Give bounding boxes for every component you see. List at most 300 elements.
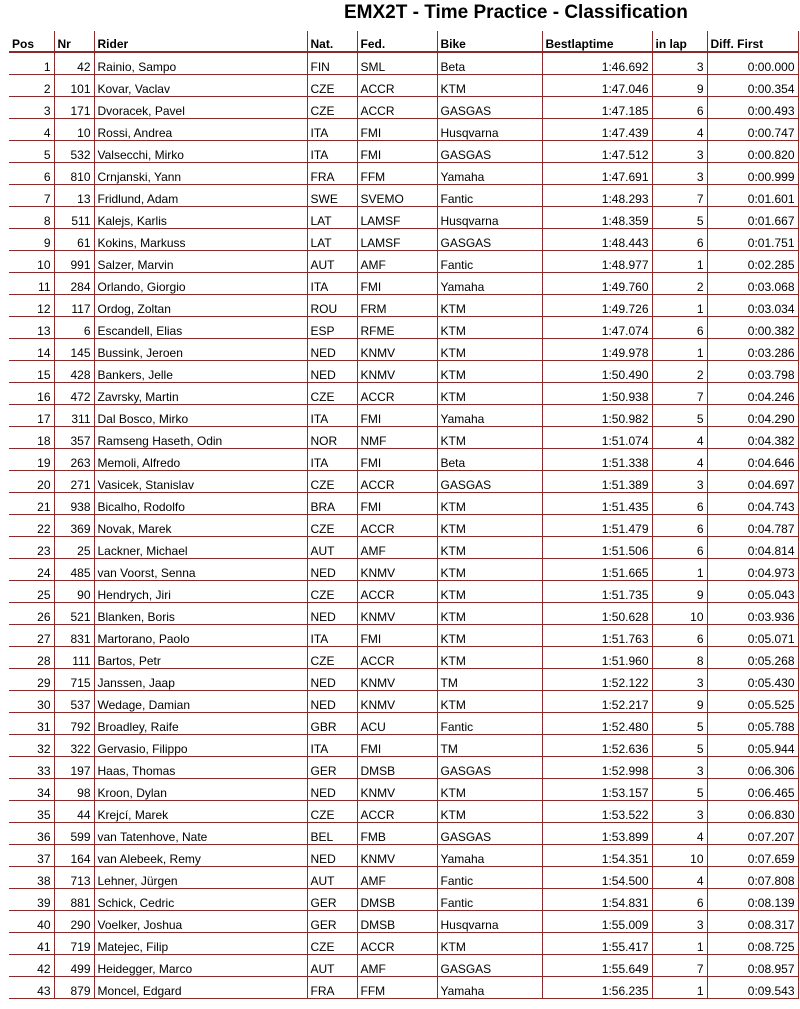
cell-nat: ITA [307,405,357,427]
cell-fed: LAMSF [357,229,437,251]
cell-fed: SML [357,52,437,75]
cell-bike: Husqvarna [437,911,542,933]
column-header-diff-first: Diff. First [707,31,798,52]
cell-fed: ACCR [357,97,437,119]
cell-fed: ACCR [357,933,437,955]
cell-nr: 271 [54,471,94,493]
cell-diff-first: 0:04.290 [707,405,798,427]
cell-in-lap: 3 [652,163,707,185]
cell-bestlaptime: 1:47.512 [542,141,652,163]
cell-diff-first: 0:05.430 [707,669,798,691]
cell-diff-first: 0:05.043 [707,581,798,603]
table-row [9,867,798,889]
cell-in-lap: 1 [652,251,707,273]
column-header-bestlaptime: Bestlaptime [542,31,652,52]
cell-pos: 13 [9,317,54,339]
table-row [9,955,798,977]
table-row [9,52,798,75]
cell-nr: 521 [54,603,94,625]
table-row [9,537,798,559]
cell-in-lap: 6 [652,97,707,119]
cell-pos: 16 [9,383,54,405]
cell-pos: 19 [9,449,54,471]
table-row [9,427,798,449]
table-row [9,317,798,339]
cell-bike: Yamaha [437,405,542,427]
table-row [9,141,798,163]
cell-bestlaptime: 1:53.899 [542,823,652,845]
cell-diff-first: 0:03.068 [707,273,798,295]
cell-fed: FMI [357,141,437,163]
cell-diff-first: 0:07.207 [707,823,798,845]
cell-bike: Fantic [437,889,542,911]
cell-diff-first: 0:03.798 [707,361,798,383]
cell-in-lap: 7 [652,955,707,977]
cell-fed: SVEMO [357,185,437,207]
cell-nat: AUT [307,537,357,559]
cell-bestlaptime: 1:51.479 [542,515,652,537]
table-header-row [9,31,798,52]
cell-bike: Husqvarna [437,207,542,229]
cell-diff-first: 0:01.601 [707,185,798,207]
cell-nr: 263 [54,449,94,471]
cell-rider: Schick, Cedric [94,889,307,911]
cell-nat: GBR [307,713,357,735]
cell-fed: ACCR [357,75,437,97]
cell-diff-first: 0:01.751 [707,229,798,251]
cell-rider: Kokins, Markuss [94,229,307,251]
cell-nat: GER [307,889,357,911]
cell-pos: 14 [9,339,54,361]
cell-in-lap: 1 [652,339,707,361]
cell-diff-first: 0:04.743 [707,493,798,515]
cell-diff-first: 0:07.659 [707,845,798,867]
cell-fed: KNMV [357,339,437,361]
cell-rider: Kalejs, Karlis [94,207,307,229]
cell-rider: Orlando, Giorgio [94,273,307,295]
cell-pos: 35 [9,801,54,823]
cell-diff-first: 0:05.071 [707,625,798,647]
cell-bike: KTM [437,647,542,669]
cell-rider: Ramseng Haseth, Odin [94,427,307,449]
cell-bestlaptime: 1:55.649 [542,955,652,977]
cell-rider: Gervasio, Filippo [94,735,307,757]
cell-bike: KTM [437,801,542,823]
cell-nr: 715 [54,669,94,691]
cell-rider: Ordog, Zoltan [94,295,307,317]
cell-in-lap: 7 [652,383,707,405]
cell-fed: KNMV [357,779,437,801]
cell-rider: Kroon, Dylan [94,779,307,801]
cell-diff-first: 0:03.286 [707,339,798,361]
table-row [9,405,798,427]
cell-bike: Yamaha [437,845,542,867]
cell-bike: TM [437,735,542,757]
cell-bestlaptime: 1:54.831 [542,889,652,911]
cell-bike: KTM [437,581,542,603]
cell-rider: Broadley, Raife [94,713,307,735]
cell-diff-first: 0:05.268 [707,647,798,669]
cell-diff-first: 0:09.543 [707,977,798,999]
cell-bike: Husqvarna [437,119,542,141]
cell-bike: GASGAS [437,823,542,845]
cell-pos: 18 [9,427,54,449]
cell-nat: ITA [307,273,357,295]
cell-rider: Janssen, Jaap [94,669,307,691]
cell-fed: AMF [357,867,437,889]
cell-diff-first: 0:00.820 [707,141,798,163]
page-title: EMX2T - Time Practice - Classification [344,2,688,23]
cell-rider: Bankers, Jelle [94,361,307,383]
column-header-pos: Pos [9,31,54,52]
cell-nat: CZE [307,97,357,119]
cell-nat: ROU [307,295,357,317]
cell-bestlaptime: 1:47.074 [542,317,652,339]
cell-nr: 881 [54,889,94,911]
table-row [9,471,798,493]
cell-in-lap: 9 [652,581,707,603]
cell-in-lap: 6 [652,317,707,339]
cell-rider: Heidegger, Marco [94,955,307,977]
cell-diff-first: 0:04.646 [707,449,798,471]
cell-fed: DMSB [357,889,437,911]
table-row [9,735,798,757]
cell-nat: GER [307,757,357,779]
cell-bestlaptime: 1:51.735 [542,581,652,603]
cell-in-lap: 4 [652,449,707,471]
cell-in-lap: 6 [652,229,707,251]
cell-rider: Bicalho, Rodolfo [94,493,307,515]
table-row [9,669,798,691]
cell-bike: KTM [437,493,542,515]
classification-table [9,31,799,999]
cell-pos: 5 [9,141,54,163]
cell-pos: 7 [9,185,54,207]
cell-rider: Novak, Marek [94,515,307,537]
cell-nr: 111 [54,647,94,669]
cell-pos: 30 [9,691,54,713]
cell-diff-first: 0:06.306 [707,757,798,779]
cell-nat: ESP [307,317,357,339]
cell-fed: KNMV [357,361,437,383]
cell-nat: NED [307,339,357,361]
cell-nr: 197 [54,757,94,779]
cell-nat: NOR [307,427,357,449]
cell-pos: 33 [9,757,54,779]
cell-diff-first: 0:04.697 [707,471,798,493]
cell-nr: 164 [54,845,94,867]
cell-fed: FMI [357,625,437,647]
cell-pos: 27 [9,625,54,647]
cell-fed: FRM [357,295,437,317]
cell-diff-first: 0:08.317 [707,911,798,933]
cell-nr: 101 [54,75,94,97]
cell-nr: 485 [54,559,94,581]
cell-bestlaptime: 1:47.046 [542,75,652,97]
cell-bestlaptime: 1:50.628 [542,603,652,625]
column-header-nat: Nat. [307,31,357,52]
cell-bike: KTM [437,427,542,449]
table-row [9,889,798,911]
cell-nat: BEL [307,823,357,845]
cell-nr: 428 [54,361,94,383]
cell-bike: KTM [437,317,542,339]
cell-pos: 38 [9,867,54,889]
table-row [9,251,798,273]
cell-nr: 322 [54,735,94,757]
cell-fed: DMSB [357,757,437,779]
cell-pos: 39 [9,889,54,911]
cell-fed: ACCR [357,647,437,669]
cell-bestlaptime: 1:50.938 [542,383,652,405]
table-row [9,977,798,999]
cell-in-lap: 4 [652,823,707,845]
cell-bike: GASGAS [437,229,542,251]
cell-diff-first: 0:08.957 [707,955,798,977]
cell-pos: 43 [9,977,54,999]
cell-nat: CZE [307,581,357,603]
cell-rider: Haas, Thomas [94,757,307,779]
cell-bike: KTM [437,625,542,647]
table-row [9,691,798,713]
cell-fed: KNMV [357,845,437,867]
cell-nr: 357 [54,427,94,449]
cell-rider: Blanken, Boris [94,603,307,625]
cell-nat: NED [307,669,357,691]
cell-bestlaptime: 1:51.960 [542,647,652,669]
table-row [9,185,798,207]
cell-in-lap: 9 [652,75,707,97]
cell-fed: FMI [357,493,437,515]
cell-bike: GASGAS [437,955,542,977]
cell-in-lap: 3 [652,52,707,75]
cell-pos: 41 [9,933,54,955]
cell-bike: Fantic [437,251,542,273]
cell-bike: TM [437,669,542,691]
cell-nr: 938 [54,493,94,515]
cell-in-lap: 5 [652,405,707,427]
cell-bestlaptime: 1:52.217 [542,691,652,713]
cell-nat: BRA [307,493,357,515]
cell-pos: 8 [9,207,54,229]
cell-diff-first: 0:00.747 [707,119,798,141]
cell-nat: NED [307,691,357,713]
cell-in-lap: 2 [652,273,707,295]
cell-bike: KTM [437,537,542,559]
cell-pos: 4 [9,119,54,141]
cell-nat: CZE [307,933,357,955]
cell-pos: 26 [9,603,54,625]
cell-bike: KTM [437,779,542,801]
cell-nat: CZE [307,75,357,97]
cell-rider: Moncel, Edgard [94,977,307,999]
cell-nr: 117 [54,295,94,317]
cell-bike: Beta [437,449,542,471]
cell-pos: 23 [9,537,54,559]
cell-bike: KTM [437,383,542,405]
table-row [9,515,798,537]
cell-rider: Matejec, Filip [94,933,307,955]
cell-nat: NED [307,361,357,383]
cell-nr: 25 [54,537,94,559]
cell-in-lap: 7 [652,185,707,207]
table-row [9,119,798,141]
cell-in-lap: 1 [652,933,707,955]
cell-pos: 11 [9,273,54,295]
cell-fed: KNMV [357,603,437,625]
cell-in-lap: 3 [652,757,707,779]
cell-nat: AUT [307,867,357,889]
cell-pos: 42 [9,955,54,977]
cell-fed: ACCR [357,801,437,823]
cell-rider: Vasicek, Stanislav [94,471,307,493]
cell-in-lap: 6 [652,889,707,911]
cell-pos: 2 [9,75,54,97]
table-row [9,383,798,405]
cell-nat: ITA [307,449,357,471]
cell-nr: 10 [54,119,94,141]
cell-fed: FMB [357,823,437,845]
table-row [9,603,798,625]
cell-pos: 25 [9,581,54,603]
cell-rider: Crnjanski, Yann [94,163,307,185]
cell-nat: SWE [307,185,357,207]
cell-in-lap: 3 [652,801,707,823]
cell-bike: KTM [437,691,542,713]
cell-pos: 10 [9,251,54,273]
table-row [9,647,798,669]
table-row [9,207,798,229]
cell-fed: DMSB [357,911,437,933]
cell-bike: KTM [437,515,542,537]
cell-fed: ACCR [357,515,437,537]
cell-bestlaptime: 1:52.998 [542,757,652,779]
cell-pos: 32 [9,735,54,757]
cell-rider: van Tatenhove, Nate [94,823,307,845]
cell-in-lap: 10 [652,603,707,625]
cell-pos: 15 [9,361,54,383]
table-row [9,229,798,251]
cell-diff-first: 0:00.000 [707,52,798,75]
cell-in-lap: 1 [652,559,707,581]
cell-bestlaptime: 1:55.009 [542,911,652,933]
table-row [9,559,798,581]
cell-diff-first: 0:03.936 [707,603,798,625]
cell-bike: Beta [437,52,542,75]
cell-bike: GASGAS [437,141,542,163]
cell-diff-first: 0:05.944 [707,735,798,757]
table-row [9,713,798,735]
table-row [9,581,798,603]
cell-rider: Fridlund, Adam [94,185,307,207]
cell-diff-first: 0:00.493 [707,97,798,119]
cell-in-lap: 10 [652,845,707,867]
cell-nat: LAT [307,229,357,251]
cell-nat: LAT [307,207,357,229]
cell-pos: 40 [9,911,54,933]
cell-nr: 61 [54,229,94,251]
cell-pos: 12 [9,295,54,317]
cell-in-lap: 5 [652,207,707,229]
cell-in-lap: 3 [652,669,707,691]
cell-nr: 369 [54,515,94,537]
cell-in-lap: 8 [652,647,707,669]
column-header-fed: Fed. [357,31,437,52]
cell-fed: ACU [357,713,437,735]
cell-in-lap: 2 [652,361,707,383]
cell-nat: NED [307,559,357,581]
column-header-nr: Nr [54,31,94,52]
cell-nr: 792 [54,713,94,735]
cell-nat: NED [307,603,357,625]
cell-rider: Krejcí, Marek [94,801,307,823]
cell-bike: KTM [437,559,542,581]
cell-nr: 879 [54,977,94,999]
cell-fed: FFM [357,977,437,999]
column-header-in-lap: in lap [652,31,707,52]
cell-bestlaptime: 1:47.691 [542,163,652,185]
cell-in-lap: 5 [652,713,707,735]
cell-in-lap: 4 [652,867,707,889]
cell-rider: Dvoracek, Pavel [94,97,307,119]
cell-rider: van Voorst, Senna [94,559,307,581]
cell-fed: ACCR [357,383,437,405]
cell-bestlaptime: 1:52.636 [542,735,652,757]
cell-fed: FMI [357,405,437,427]
cell-in-lap: 6 [652,515,707,537]
cell-diff-first: 0:00.382 [707,317,798,339]
table-row [9,75,798,97]
cell-fed: AMF [357,537,437,559]
cell-bestlaptime: 1:48.293 [542,185,652,207]
cell-nr: 145 [54,339,94,361]
cell-nat: ITA [307,119,357,141]
cell-in-lap: 3 [652,141,707,163]
cell-nat: CZE [307,383,357,405]
cell-nr: 719 [54,933,94,955]
cell-in-lap: 1 [652,977,707,999]
cell-nr: 991 [54,251,94,273]
cell-rider: Memoli, Alfredo [94,449,307,471]
cell-diff-first: 0:04.382 [707,427,798,449]
table-row [9,779,798,801]
cell-bestlaptime: 1:54.351 [542,845,652,867]
cell-nat: FIN [307,52,357,75]
cell-nat: NED [307,845,357,867]
cell-nr: 311 [54,405,94,427]
cell-rider: Bussink, Jeroen [94,339,307,361]
table-row [9,757,798,779]
cell-pos: 36 [9,823,54,845]
cell-diff-first: 0:02.285 [707,251,798,273]
cell-bike: KTM [437,339,542,361]
cell-bike: KTM [437,933,542,955]
cell-nr: 472 [54,383,94,405]
cell-in-lap: 4 [652,427,707,449]
cell-in-lap: 1 [652,295,707,317]
cell-bike: Fantic [437,713,542,735]
cell-rider: Rossi, Andrea [94,119,307,141]
cell-nat: ITA [307,625,357,647]
cell-nr: 171 [54,97,94,119]
cell-bestlaptime: 1:51.665 [542,559,652,581]
cell-pos: 1 [9,52,54,75]
cell-bestlaptime: 1:56.235 [542,977,652,999]
cell-nr: 284 [54,273,94,295]
cell-in-lap: 6 [652,625,707,647]
table-row [9,163,798,185]
cell-rider: Lehner, Jürgen [94,867,307,889]
